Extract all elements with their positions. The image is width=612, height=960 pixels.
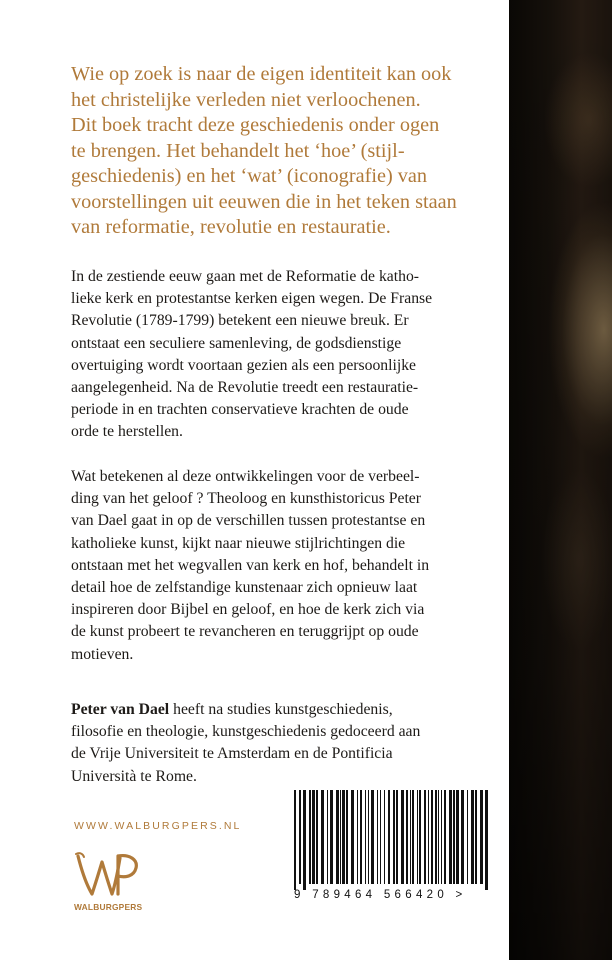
- barcode-bar: [309, 790, 311, 884]
- barcode-bar: [380, 790, 381, 884]
- author-bio-line: filosofie en theologie, kunstgeschiedenis gedoceerd aan: [71, 723, 421, 741]
- walburgpers-logo-icon: [74, 848, 142, 900]
- barcode-bar: [428, 790, 429, 884]
- barcode-bar: [424, 790, 426, 884]
- barcode-bar: [444, 790, 446, 884]
- paragraph-line: de kunst probeert te revancheren en teruggrijpt op oude: [71, 623, 419, 641]
- barcode-bar: [396, 790, 398, 884]
- cover-painting-strip: [509, 0, 612, 960]
- barcode-bar: [368, 790, 369, 884]
- barcode-bar: [327, 790, 328, 884]
- barcode-bar: [360, 790, 362, 884]
- intro-blurb: [71, 62, 509, 241]
- paragraph-line: ontstaat een seculiere samenleving, de godsdienstige: [71, 334, 402, 352]
- barcode-bar: [384, 790, 385, 884]
- barcode-bar: [388, 790, 390, 884]
- paragraph-line: Wat betekenen al deze ontwikkelingen voor de verbeel-: [71, 468, 420, 485]
- barcode-bar: [393, 790, 395, 884]
- intro-line: het christelijke verleden niet verloochenen.: [71, 88, 421, 111]
- paragraph-line: periode in en trachten conservatieve krachten de oude: [71, 401, 409, 419]
- publisher-logo: [74, 848, 146, 914]
- barcode-bar: [471, 790, 474, 884]
- barcode-bar: [336, 790, 339, 884]
- barcode-bar: [330, 790, 333, 884]
- barcode-bar: [431, 790, 433, 884]
- intro-line: Wie op zoek is naar de eigen identiteit kan ook: [71, 63, 452, 85]
- barcode-bar: [321, 790, 324, 884]
- barcode-bar: [340, 790, 341, 884]
- paragraph-content: [71, 466, 503, 666]
- paragraph-line: overtuiging wordt voortaan gezien als een persoonlijke: [71, 356, 417, 374]
- barcode-bar: [417, 790, 418, 884]
- isbn-number: 9 789464 566420 >: [294, 889, 467, 901]
- barcode-bar: [456, 790, 459, 884]
- barcode-bar: [357, 790, 358, 884]
- paragraph-line: van Dael gaat in op de verschillen tussen protestantse en: [71, 512, 426, 530]
- barcode-bar: [461, 790, 464, 884]
- barcode-bar: [410, 790, 411, 884]
- intro-line: van reformatie, revolutie en restauratie.: [71, 216, 391, 238]
- publisher-logo-text: WALBURGPERS: [74, 902, 143, 912]
- paragraph-line: ding van het geloof ? Theoloog en kunsthistoricus Peter: [71, 490, 421, 508]
- barcode-bar: [312, 790, 315, 884]
- author-bio-line: de Vrije Universiteit te Amsterdam en de Pontificia: [71, 745, 393, 763]
- author-bio-first-line: [71, 699, 503, 721]
- barcode-bar: [419, 790, 421, 884]
- author-bio-line: Università te Rome.: [71, 767, 197, 785]
- publisher-website: WWW.WALBURGPERS.NL: [74, 820, 242, 832]
- barcode-bar: [435, 790, 437, 884]
- paragraph-history: [71, 266, 503, 444]
- barcode-bar: [475, 790, 477, 884]
- paragraph-line: ontstaan met het wegvallen van kerk en hof, behandelt in: [71, 556, 430, 574]
- barcode-bar: [299, 790, 301, 884]
- intro-line: geschiedenis) en het ‘wat’ (iconografie) van: [71, 165, 428, 187]
- paragraph-line: In de zestiende eeuw gaan met de Reformatie de katho-: [71, 268, 420, 285]
- barcode-bar: [401, 790, 404, 884]
- barcode-bar: [438, 790, 439, 884]
- paragraph-line: detail hoe de zelfstandige kunstenaar zich opnieuw laat: [71, 579, 418, 597]
- intro-line: voorstellingen uit eeuwen die in het teken staan: [71, 190, 457, 213]
- barcode-bar: [371, 790, 374, 884]
- barcode-bar: [453, 790, 455, 884]
- paragraph-line: motieven.: [71, 645, 134, 663]
- author-bio-text: heeft na studies kunstgeschiedenis,: [169, 701, 393, 718]
- paragraph-line: aangelegenheid. Na de Revolutie treedt een restauratie-: [71, 379, 419, 397]
- author-bio: [71, 699, 503, 788]
- barcode-bar: [365, 790, 366, 884]
- barcode-bar: [412, 790, 414, 884]
- barcode-bar: [377, 790, 378, 884]
- barcode-bars: [290, 790, 496, 890]
- barcode-bar: [449, 790, 452, 884]
- barcode-bar: [351, 790, 354, 884]
- barcode-bar: [467, 790, 468, 884]
- intro-line: Dit boek tracht deze geschiedenis onder ogen: [71, 114, 440, 136]
- paragraph-line: Revolutie (1789-1799) betekent een nieuwe breuk. Er: [71, 312, 409, 330]
- barcode-bar: [342, 790, 345, 884]
- barcode-bar: [406, 790, 408, 884]
- intro-line: te brengen. Het behandelt het ‘hoe’ (stijl-: [71, 139, 405, 162]
- barcode-bar: [346, 790, 348, 884]
- barcode-bar: [303, 790, 306, 890]
- author-name: Peter van Dael: [71, 701, 170, 718]
- barcode-bar: [480, 790, 483, 884]
- paragraph-line: katholieke kunst, kijkt naar nieuwe stijlrichtingen die: [71, 534, 406, 552]
- barcode-bar: [294, 790, 296, 890]
- barcode-bar: [441, 790, 442, 884]
- barcode-bar: [316, 790, 318, 884]
- isbn-barcode: [282, 782, 504, 922]
- barcode-bar: [485, 790, 488, 890]
- paragraph-line: lieke kerk en protestantse kerken eigen wegen. De Franse: [71, 290, 433, 308]
- paragraph-line: inspireren door Bijbel en geloof, en hoe de kerk zich via: [71, 601, 425, 619]
- paragraph-line: orde te herstellen.: [71, 423, 183, 441]
